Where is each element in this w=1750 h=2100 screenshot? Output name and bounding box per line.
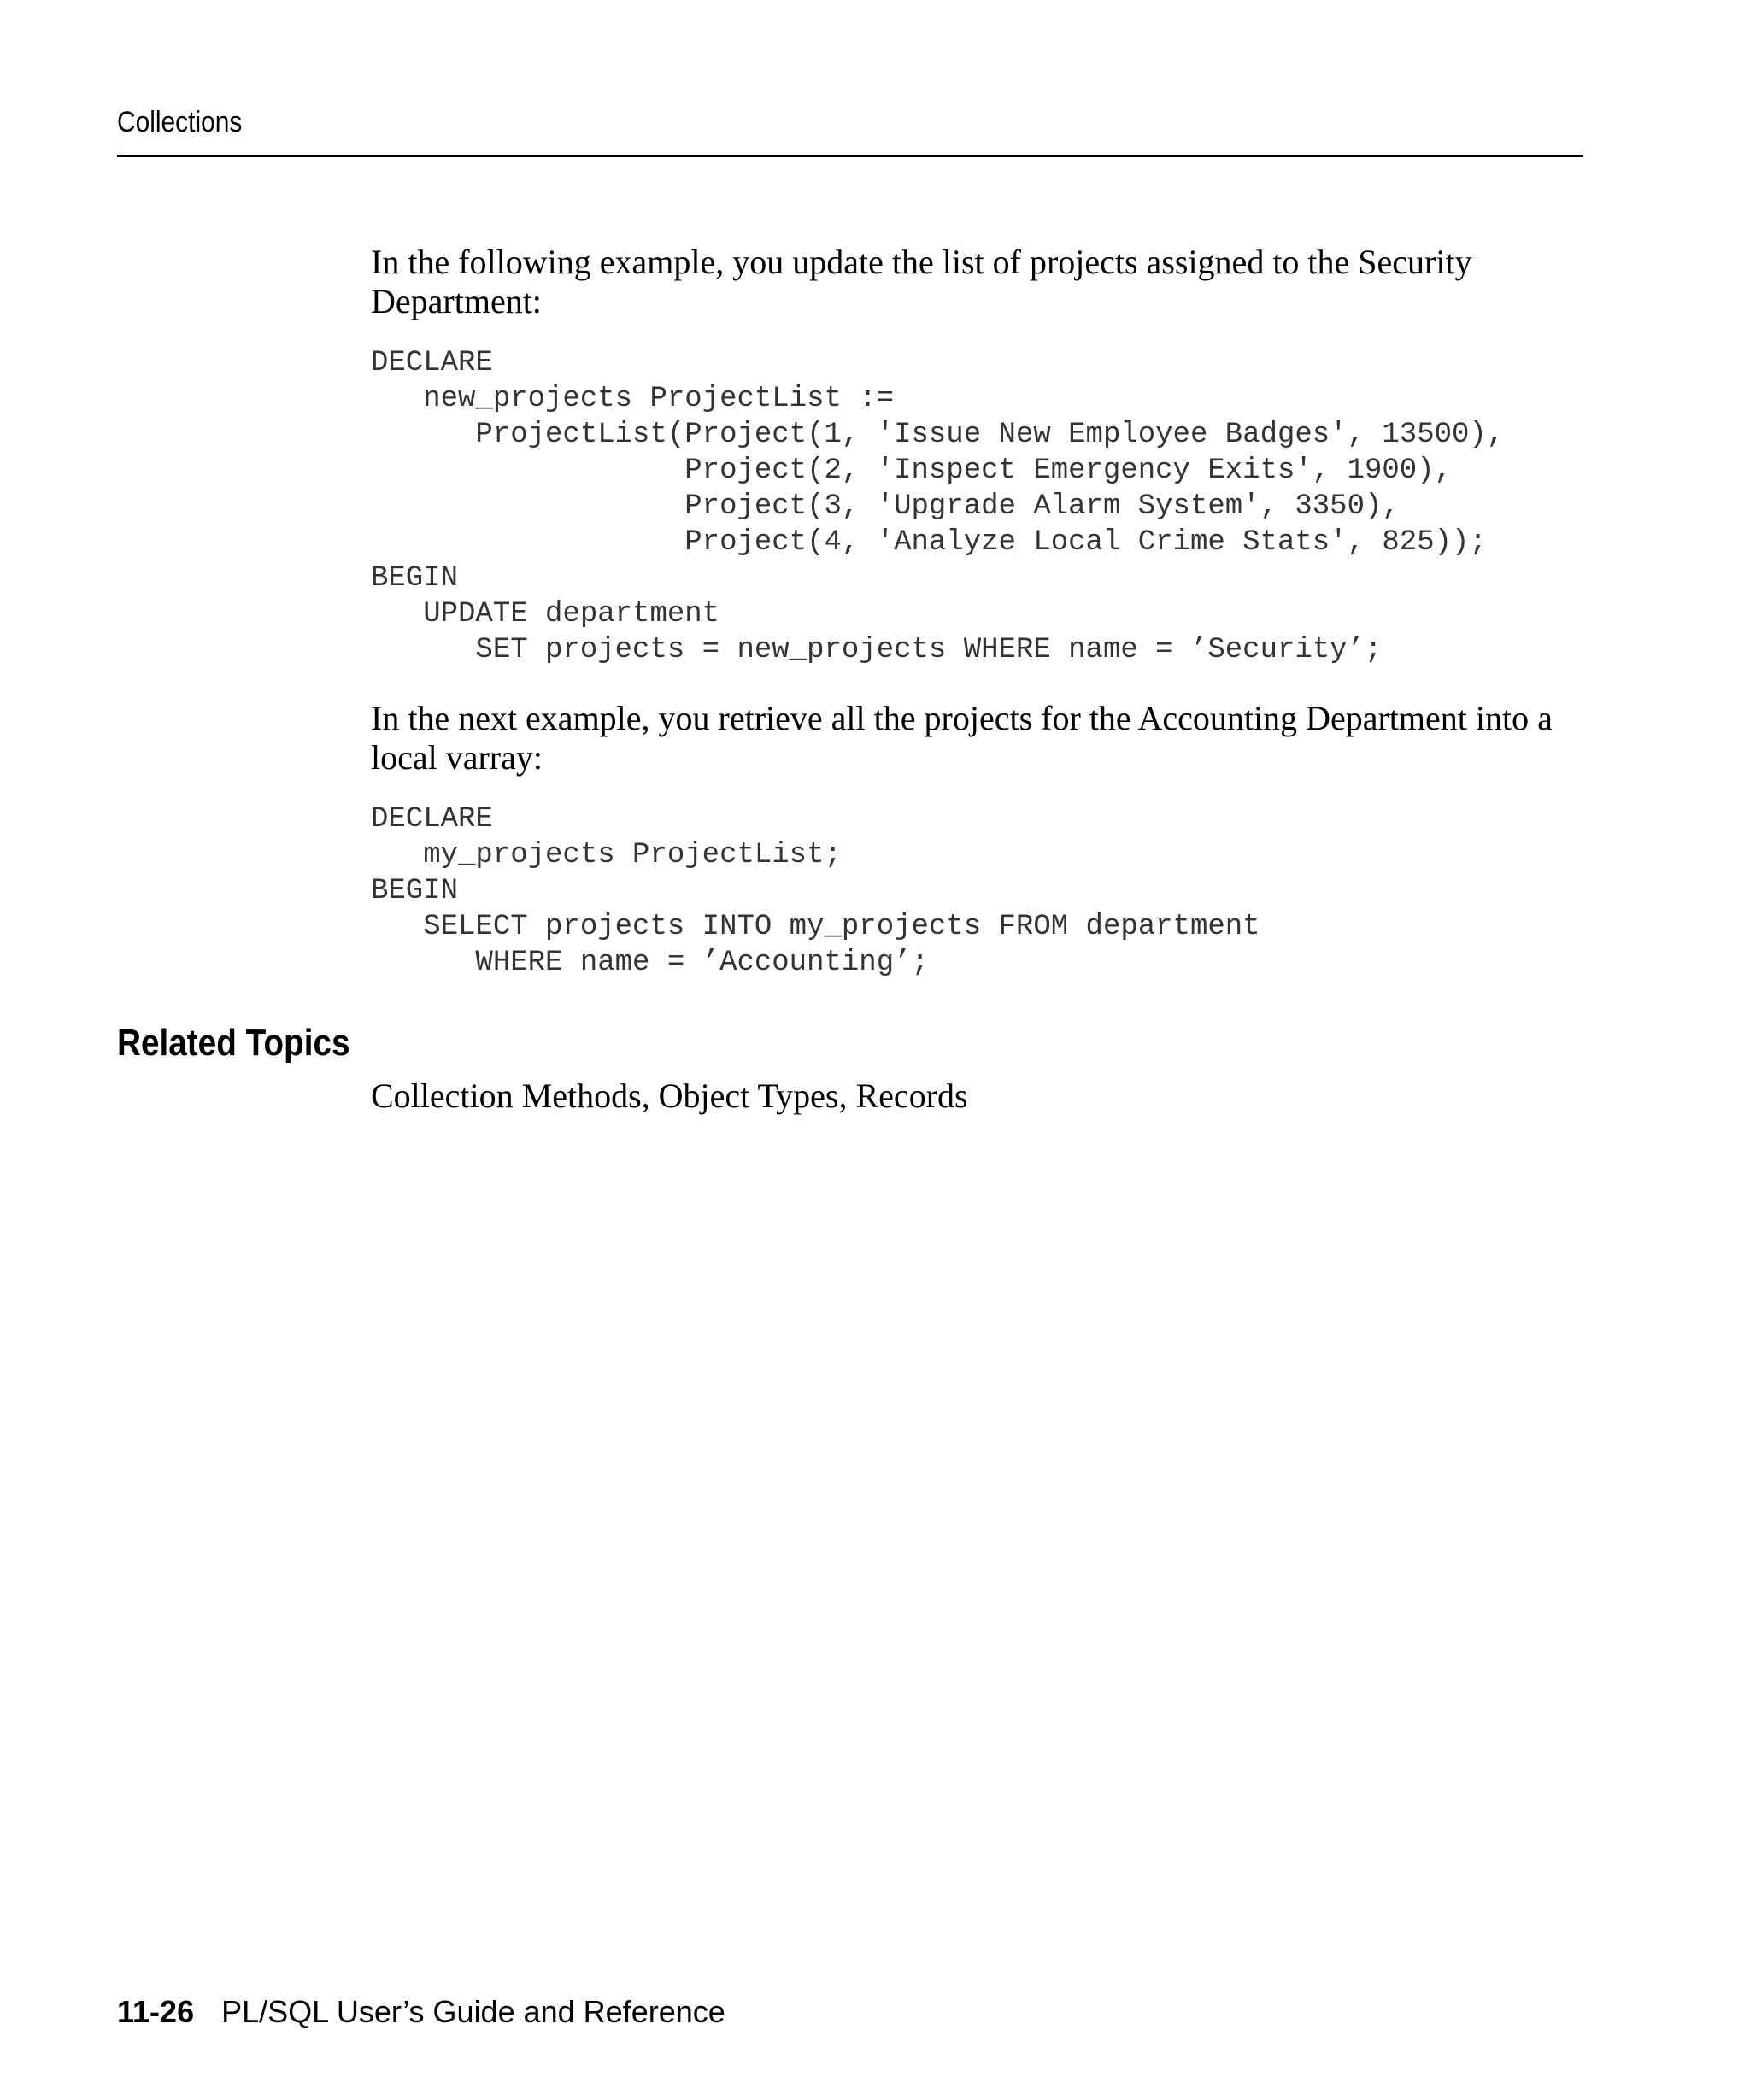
code-line: BEGIN (371, 562, 459, 595)
code-line: Project(4, 'Analyze Local Crime Stats', 825)); (371, 526, 1487, 559)
code-line: UPDATE department (371, 598, 720, 631)
book-title: PL/SQL User’s Guide and Reference (221, 1994, 725, 2029)
code-line: WHERE name = ’Accounting’; (371, 947, 929, 979)
code-line: my_projects ProjectList; (371, 839, 842, 871)
code-line: DECLARE (371, 347, 493, 379)
related-topics-links: Collection Methods, Object Types, Records (371, 1076, 968, 1115)
intro-paragraph-2: In the next example, you retrieve all the projects for the Accounting Department into a local varray: (371, 699, 1553, 777)
code-example-1 (371, 345, 1504, 668)
code-example-2 (371, 801, 1260, 981)
code-line: Project(2, 'Inspect Emergency Exits', 1900), (371, 455, 1453, 487)
code-line: BEGIN (371, 875, 459, 907)
code-line: SET projects = new_projects WHERE name = ’Security’; (371, 634, 1383, 666)
page-number: 11-26 (117, 1994, 195, 2029)
related-topics-heading: Related Topics (117, 1022, 350, 1064)
code-line: ProjectList(Project(1, 'Issue New Employee Badges', 13500), (371, 419, 1505, 451)
intro-paragraph-1: In the following example, you update the list of projects assigned to the Security Department: (371, 243, 1472, 320)
code-line: Project(3, 'Upgrade Alarm System', 3350), (371, 490, 1400, 523)
code-line: DECLARE (371, 803, 493, 836)
page-footer (117, 1994, 725, 2030)
code-line: new_projects ProjectList := (371, 383, 895, 415)
code-line: SELECT projects INTO my_projects FROM department (371, 911, 1260, 943)
header-rule (117, 155, 1583, 157)
running-head: Collections (117, 106, 243, 138)
